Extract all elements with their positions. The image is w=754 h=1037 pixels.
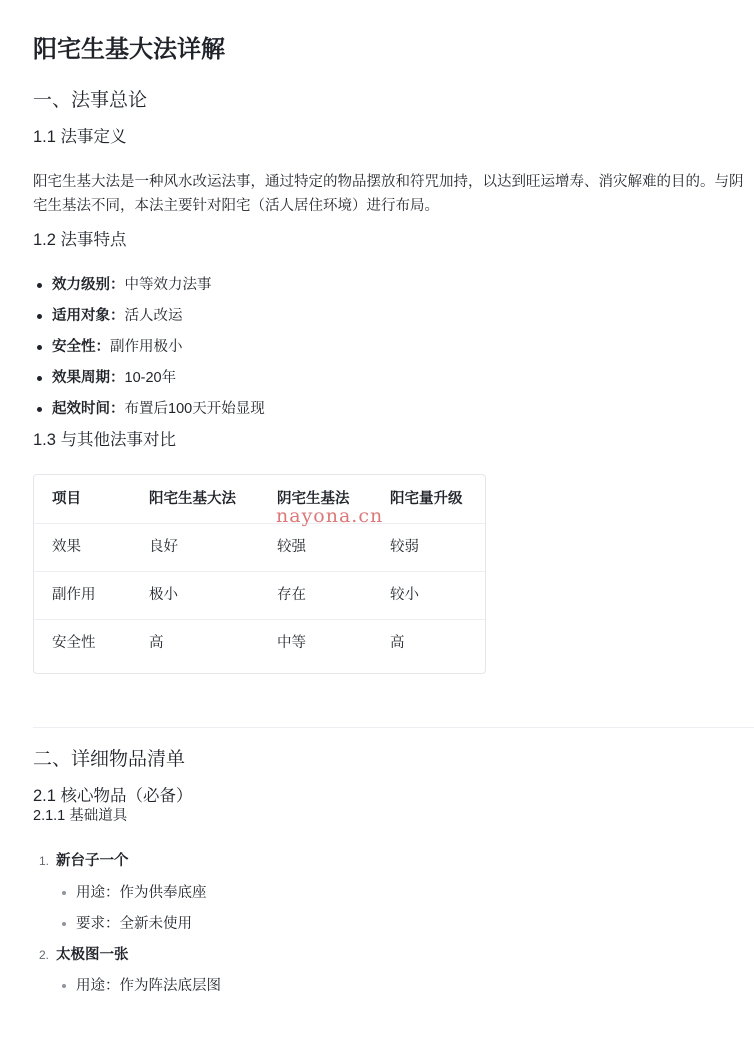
list-item-title: 新台子一个 <box>56 853 129 869</box>
feature-item-period <box>33 367 265 398</box>
table-cell: 副作用 <box>52 587 96 603</box>
feature-label: 起效时间： <box>52 401 125 417</box>
feature-label: 效力级别： <box>52 277 125 293</box>
feature-label: 安全性： <box>52 339 110 355</box>
feature-value: 10-20年 <box>124 370 177 386</box>
feature-value: 活人改运 <box>124 308 183 324</box>
table-cell: 中等 <box>277 635 306 651</box>
comparison-heading: 1.3 与其他法事对比 <box>33 431 177 449</box>
table-cell: 较小 <box>390 587 419 603</box>
bullet-icon <box>37 376 42 381</box>
table-row <box>34 619 485 667</box>
section-1-heading: 一、法事总论 <box>33 90 148 111</box>
bullet-icon <box>37 345 42 350</box>
watermark-text: nayona.cn <box>276 505 384 527</box>
table-cell: 良好 <box>149 539 178 555</box>
comparison-table <box>33 474 486 674</box>
table-cell: 存在 <box>277 587 306 603</box>
table-cell: 效果 <box>52 539 81 555</box>
section-2-heading: 二、详细物品清单 <box>33 749 186 770</box>
bullet-icon <box>62 984 66 988</box>
bullet-icon <box>62 922 66 926</box>
feature-item-efficacy <box>33 274 265 305</box>
feature-item-target <box>33 305 265 336</box>
table-cell: 高 <box>390 635 405 651</box>
basic-tools-heading: 2.1.1 基础道具 <box>33 808 128 824</box>
table-header-cell: 阴宅生基法 <box>277 491 350 507</box>
feature-label: 适用对象： <box>52 308 125 324</box>
section-divider <box>33 727 754 728</box>
core-items-heading: 2.1 核心物品（必备） <box>33 787 193 805</box>
table-cell: 高 <box>149 635 164 651</box>
table-cell: 安全性 <box>52 635 96 651</box>
list-item-title: 太极图一张 <box>56 947 129 963</box>
table-header-cell: 项目 <box>52 491 81 507</box>
table-header-cell: 阳宅量升级 <box>390 491 463 507</box>
list-number: 1. <box>39 854 50 868</box>
bullet-icon <box>37 407 42 412</box>
table-row <box>34 571 485 620</box>
table-cell: 极小 <box>149 587 178 603</box>
feature-value: 中等效力法事 <box>124 277 212 293</box>
definition-paragraph: 阳宅生基大法是一种风水改运法事，通过特定的物品摆放和符咒加持，以达到旺运增寿、消灾解难的目的。与阴宅生基法不同，本法主要针对阳宅（活人居住环境）进行布局。 <box>33 174 744 214</box>
feature-item-safety <box>33 336 265 367</box>
table-row <box>34 523 485 572</box>
table-cell: 较强 <box>277 539 306 555</box>
feature-item-onset <box>33 398 265 429</box>
list-subitem-text: 用途：作为阵法底层图 <box>76 978 221 994</box>
list-subitem-text: 要求：全新未使用 <box>76 916 192 932</box>
table-cell: 较弱 <box>390 539 419 555</box>
feature-label: 效果周期： <box>52 370 125 386</box>
bullet-icon <box>37 283 42 288</box>
table-header-row <box>34 475 485 524</box>
bullet-icon <box>37 314 42 319</box>
bullet-icon <box>62 891 66 895</box>
feature-value: 布置后100天开始显现 <box>124 401 265 417</box>
features-heading: 1.2 法事特点 <box>33 231 127 249</box>
list-number: 2. <box>39 948 50 962</box>
table-header-cell: 阳宅生基大法 <box>149 491 236 507</box>
features-list <box>33 274 265 429</box>
document-title: 阳宅生基大法详解 <box>33 36 225 63</box>
definition-heading: 1.1 法事定义 <box>33 128 127 146</box>
feature-value: 副作用极小 <box>110 339 183 355</box>
list-subitem-text: 用途：作为供奉底座 <box>76 885 207 901</box>
